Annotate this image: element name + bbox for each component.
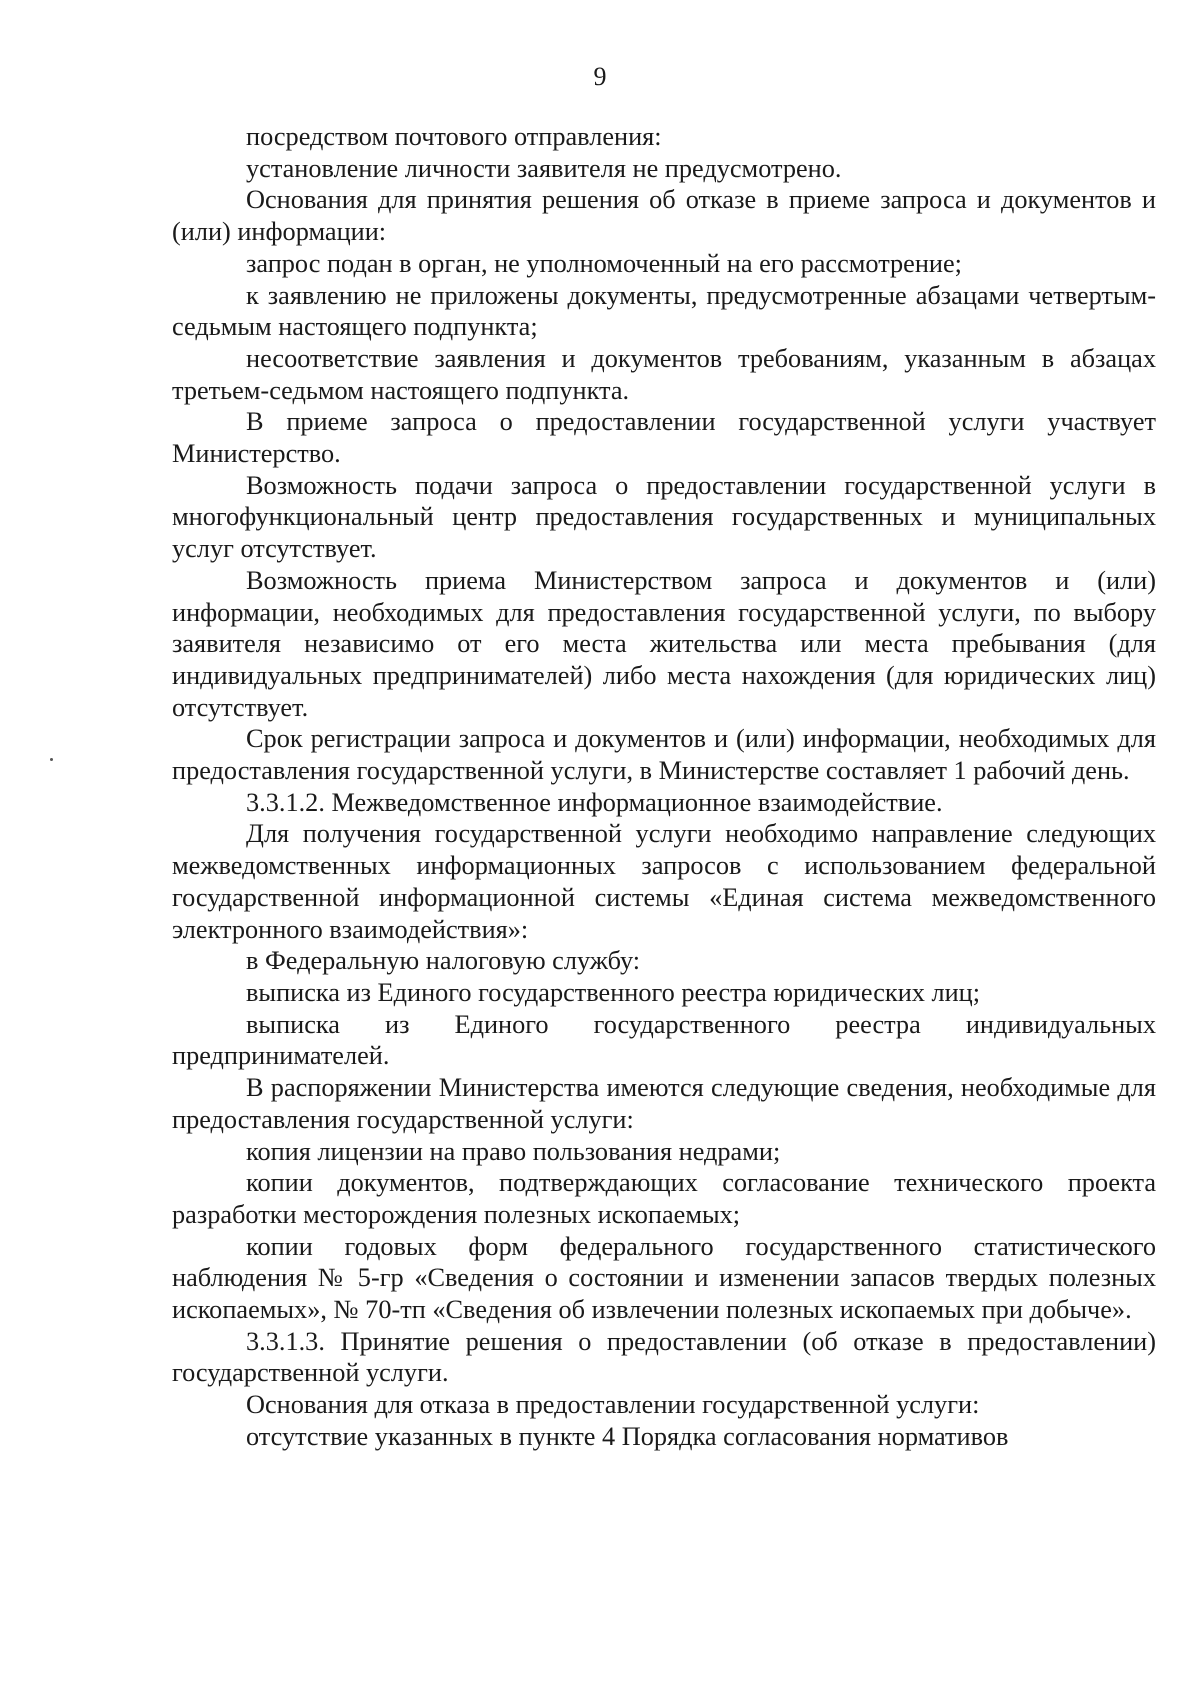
paragraph: Срок регистрации запроса и документов и (или) информации, необходимых для предоставления государственной услуги, в Министерстве составляет 1 рабочий день. bbox=[172, 724, 1156, 786]
paragraph: Возможность подачи запроса о предоставлении государственной услуги в многофункциональный центр предоставления государственных и муниципальных услуг отсутствует. bbox=[172, 470, 1156, 564]
paragraph: Основания для отказа в предоставлении государственной услуги: bbox=[246, 1390, 980, 1420]
paragraph: посредством почтового отправления: bbox=[246, 122, 662, 151]
paragraph: копия лицензии на право пользования недрами; bbox=[246, 1136, 781, 1166]
paragraph: В распоряжении Министерства имеются следующие сведения, необходимые для предоставления государственной услуги: bbox=[172, 1073, 1156, 1134]
paragraph: копии годовых форм федерального государственного статистического наблюдения № 5-гр «Сведения о состоянии и изменении запасов твердых полезных ископаемых», № 70-тп «Сведения об извлечении полезных ископаемых при добыче». bbox=[172, 1231, 1156, 1325]
scan-speck bbox=[50, 758, 53, 761]
paragraph: выписка из Единого государственного реестра юридических лиц; bbox=[246, 977, 981, 1007]
paragraph: запрос подан в орган, не уполномоченный на его рассмотрение; bbox=[246, 248, 962, 278]
paragraph: отсутствие указанных в пункте 4 Порядка согласования нормативов bbox=[246, 1421, 1009, 1451]
section-heading: 3.3.1.2. Межведомственное информационное взаимодействие. bbox=[246, 787, 943, 817]
paragraph: Основания для принятия решения об отказе в приеме запроса и документов и (или) информации: bbox=[172, 185, 1156, 247]
paragraph: Возможность приема Министерством запроса и документов и (или) информации, необходимых для предоставления государственной услуги, по выбору заявителя независимо от его места жительства или места пребывания (для индивидуальных предпринимателей) либо места нахождения (для юридических лиц) отсутствует. bbox=[172, 565, 1156, 722]
paragraph: к заявлению не приложены документы, предусмотренные абзацами четвертым-седьмым настоящего подпункта; bbox=[172, 280, 1156, 342]
paragraph: Для получения государственной услуги необходимо направление следующих межведомственных информационных запросов с использованием федеральной государственной информационной системы «Единая система межведомственного электронного взаимодействия»: bbox=[172, 819, 1156, 944]
paragraph: В приеме запроса о предоставлении государственной услуги участвует Министерство. bbox=[172, 407, 1156, 469]
paragraph: копии документов, подтверждающих согласование технического проекта разработки месторождения полезных ископаемых; bbox=[172, 1168, 1156, 1229]
page-number: 9 bbox=[593, 62, 607, 91]
document-body bbox=[172, 121, 1156, 1453]
section-heading: 3.3.1.3. Принятие решения о предоставлении (об отказе в предоставлении) государственной услуги. bbox=[172, 1326, 1156, 1388]
paragraph: в Федеральную налоговую службу: bbox=[246, 946, 641, 976]
paragraph: установление личности заявителя не предусмотрено. bbox=[246, 153, 842, 183]
paragraph: выписка из Единого государственного реестра индивидуальных предпринимателей. bbox=[172, 1009, 1156, 1071]
paragraph: несоответствие заявления и документов требованиям, указанным в абзацах третьем-седьмом настоящего подпункта. bbox=[172, 343, 1156, 405]
